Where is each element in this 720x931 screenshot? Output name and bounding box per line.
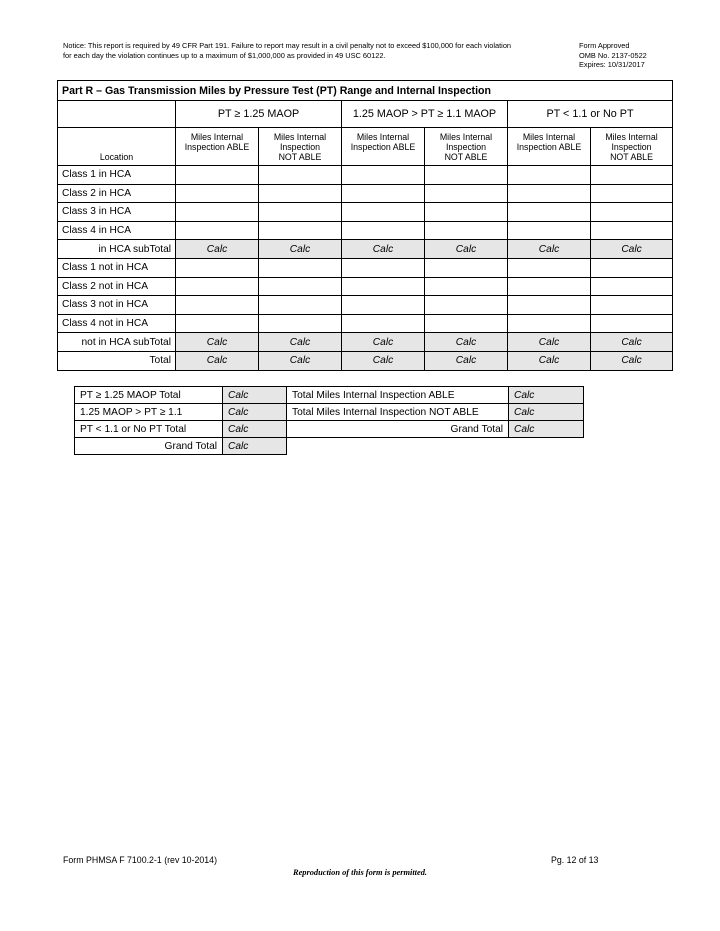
column-header-line: Inspection <box>611 142 652 152</box>
notice-line-2: for each day the violation continues up to a maximum of $1,000,000 as provided in 49 USC 60122. <box>63 50 386 60</box>
input-cell[interactable] <box>176 203 259 222</box>
ii-able-total-calc: Calc <box>509 387 584 404</box>
column-header-line: NOT ABLE <box>610 152 653 162</box>
calc-cell: Calc <box>259 333 342 352</box>
input-cell[interactable] <box>176 221 259 240</box>
table-row <box>58 203 673 222</box>
input-cell[interactable] <box>508 184 591 203</box>
calc-cell: Calc <box>425 351 508 370</box>
input-cell[interactable] <box>342 314 425 333</box>
row-label: Class 3 not in HCA <box>58 296 176 315</box>
calc-cell: Calc <box>591 240 673 259</box>
calc-cell: Calc <box>508 351 591 370</box>
calc-cell: Calc <box>342 351 425 370</box>
input-cell[interactable] <box>342 184 425 203</box>
input-cell[interactable] <box>591 258 673 277</box>
input-cell[interactable] <box>342 166 425 185</box>
input-cell[interactable] <box>259 296 342 315</box>
pt-125-total-label: PT ≥ 1.25 MAOP Total <box>75 387 223 404</box>
input-cell[interactable] <box>425 258 508 277</box>
table-row <box>58 333 673 352</box>
calc-cell: Calc <box>342 240 425 259</box>
input-cell[interactable] <box>176 314 259 333</box>
row-label: Total <box>58 351 176 370</box>
calc-cell: Calc <box>342 333 425 352</box>
calc-cell: Calc <box>591 351 673 370</box>
input-cell[interactable] <box>508 221 591 240</box>
input-cell[interactable] <box>259 314 342 333</box>
input-cell[interactable] <box>176 258 259 277</box>
totals-table <box>74 386 584 455</box>
input-cell[interactable] <box>342 296 425 315</box>
input-cell[interactable] <box>425 314 508 333</box>
row-label: not in HCA subTotal <box>58 333 176 352</box>
input-cell[interactable] <box>591 203 673 222</box>
grand-total-right-label: Grand Total <box>287 421 509 438</box>
table-row <box>58 166 673 185</box>
range-header-1: PT ≥ 1.25 MAOP <box>176 101 342 128</box>
column-header-line: Inspection <box>445 142 487 152</box>
expiration-date: Expires: 10/31/2017 <box>579 60 645 69</box>
range-header-2: 1.25 MAOP > PT ≥ 1.1 MAOP <box>342 101 508 128</box>
input-cell[interactable] <box>425 296 508 315</box>
pt-11-total-label: PT < 1.1 or No PT Total <box>75 421 223 438</box>
location-header: Location <box>58 128 176 166</box>
grand-total-left-calc: Calc <box>223 438 287 455</box>
column-header-2 <box>259 128 342 166</box>
part-r-table <box>57 80 673 371</box>
input-cell[interactable] <box>259 277 342 296</box>
range-header-3: PT < 1.1 or No PT <box>508 101 673 128</box>
column-header-3 <box>342 128 425 166</box>
notice-text <box>63 41 563 60</box>
part-r-title: Part R – Gas Transmission Miles by Pressure Test (PT) Range and Internal Inspection <box>58 81 673 101</box>
input-cell[interactable] <box>259 221 342 240</box>
calc-cell: Calc <box>425 333 508 352</box>
pt-125-11-calc: Calc <box>223 404 287 421</box>
table-row <box>58 314 673 333</box>
column-header-line: Inspection <box>279 142 321 152</box>
table-row <box>58 351 673 370</box>
totals-spacer <box>287 438 509 455</box>
table-row <box>58 221 673 240</box>
column-header-line: NOT ABLE <box>278 152 322 162</box>
part-r-rows <box>58 166 673 371</box>
column-header-1 <box>176 128 259 166</box>
row-label: in HCA subTotal <box>58 240 176 259</box>
ii-not-able-total-label: Total Miles Internal Inspection NOT ABLE <box>287 404 509 421</box>
input-cell[interactable] <box>342 277 425 296</box>
calc-cell: Calc <box>508 333 591 352</box>
input-cell[interactable] <box>591 277 673 296</box>
input-cell[interactable] <box>591 314 673 333</box>
table-row <box>58 277 673 296</box>
totals-spacer <box>509 438 584 455</box>
input-cell[interactable] <box>508 314 591 333</box>
row-label: Class 1 in HCA <box>58 166 176 185</box>
column-header-line: Miles Internal <box>439 132 493 142</box>
column-header-6 <box>591 128 673 166</box>
input-cell[interactable] <box>342 221 425 240</box>
input-cell[interactable] <box>259 203 342 222</box>
pt-125-11-label: 1.25 MAOP > PT ≥ 1.1 <box>75 404 223 421</box>
input-cell[interactable] <box>259 258 342 277</box>
column-header-line: Miles Internal <box>273 132 327 142</box>
column-header-line: Inspection ABLE <box>184 142 250 152</box>
calc-cell: Calc <box>176 351 259 370</box>
row-label: Class 3 in HCA <box>58 203 176 222</box>
column-header-5 <box>508 128 591 166</box>
totals-section <box>74 386 584 455</box>
table-row <box>58 184 673 203</box>
calc-cell: Calc <box>176 333 259 352</box>
ii-able-total-label: Total Miles Internal Inspection ABLE <box>287 387 509 404</box>
row-label: Class 1 not in HCA <box>58 258 176 277</box>
table-row <box>58 240 673 259</box>
calc-cell: Calc <box>425 240 508 259</box>
column-header-line: Miles Internal <box>522 132 576 142</box>
table-row <box>58 296 673 315</box>
input-cell[interactable] <box>508 277 591 296</box>
input-cell[interactable] <box>425 203 508 222</box>
omb-number: OMB No. 2137-0522 <box>579 50 647 60</box>
input-cell[interactable] <box>508 258 591 277</box>
table-row <box>58 258 673 277</box>
column-header-line: Inspection ABLE <box>516 142 582 152</box>
input-cell[interactable] <box>508 166 591 185</box>
input-cell[interactable] <box>591 166 673 185</box>
input-cell[interactable] <box>591 184 673 203</box>
input-cell[interactable] <box>342 203 425 222</box>
column-header-line: Inspection ABLE <box>350 142 416 152</box>
calc-cell: Calc <box>591 333 673 352</box>
input-cell[interactable] <box>176 184 259 203</box>
pt-125-total-calc: Calc <box>223 387 287 404</box>
calc-cell: Calc <box>259 351 342 370</box>
input-cell[interactable] <box>176 277 259 296</box>
input-cell[interactable] <box>591 296 673 315</box>
input-cell[interactable] <box>425 277 508 296</box>
ii-not-able-total-calc: Calc <box>509 404 584 421</box>
notice-line-1: Notice: This report is required by 49 CFR Part 191. Failure to report may result in a civil penalty not to exceed $100,000 for each violation <box>63 41 512 50</box>
part-r-table-container <box>57 80 672 371</box>
input-cell[interactable] <box>342 258 425 277</box>
page-number: Pg. 12 of 13 <box>551 855 599 865</box>
grand-total-left-label: Grand Total <box>75 438 223 455</box>
form-approval-block <box>579 41 647 70</box>
form-approved-label: Form Approved <box>579 41 630 50</box>
column-header-line: Miles Internal <box>356 132 410 142</box>
input-cell[interactable] <box>259 184 342 203</box>
calc-cell: Calc <box>259 240 342 259</box>
column-header-line: Miles Internal <box>605 132 658 142</box>
input-cell[interactable] <box>425 184 508 203</box>
row-label: Class 2 not in HCA <box>58 277 176 296</box>
column-header-line: NOT ABLE <box>444 152 488 162</box>
input-cell[interactable] <box>425 221 508 240</box>
input-cell[interactable] <box>508 203 591 222</box>
grand-total-right-calc: Calc <box>509 421 584 438</box>
pt-11-total-calc: Calc <box>223 421 287 438</box>
range-header-blank <box>58 101 176 128</box>
calc-cell: Calc <box>176 240 259 259</box>
form-id: Form PHMSA F 7100.2-1 (rev 10-2014) <box>63 855 218 865</box>
input-cell[interactable] <box>425 166 508 185</box>
input-cell[interactable] <box>176 166 259 185</box>
reproduction-notice: Reproduction of this form is permitted. <box>292 868 427 877</box>
input-cell[interactable] <box>176 296 259 315</box>
column-header-4 <box>425 128 508 166</box>
input-cell[interactable] <box>591 221 673 240</box>
input-cell[interactable] <box>259 166 342 185</box>
row-label: Class 4 not in HCA <box>58 314 176 333</box>
calc-cell: Calc <box>508 240 591 259</box>
row-label: Class 4 in HCA <box>58 221 176 240</box>
row-label: Class 2 in HCA <box>58 184 176 203</box>
input-cell[interactable] <box>508 296 591 315</box>
column-header-line: Miles Internal <box>190 132 244 142</box>
